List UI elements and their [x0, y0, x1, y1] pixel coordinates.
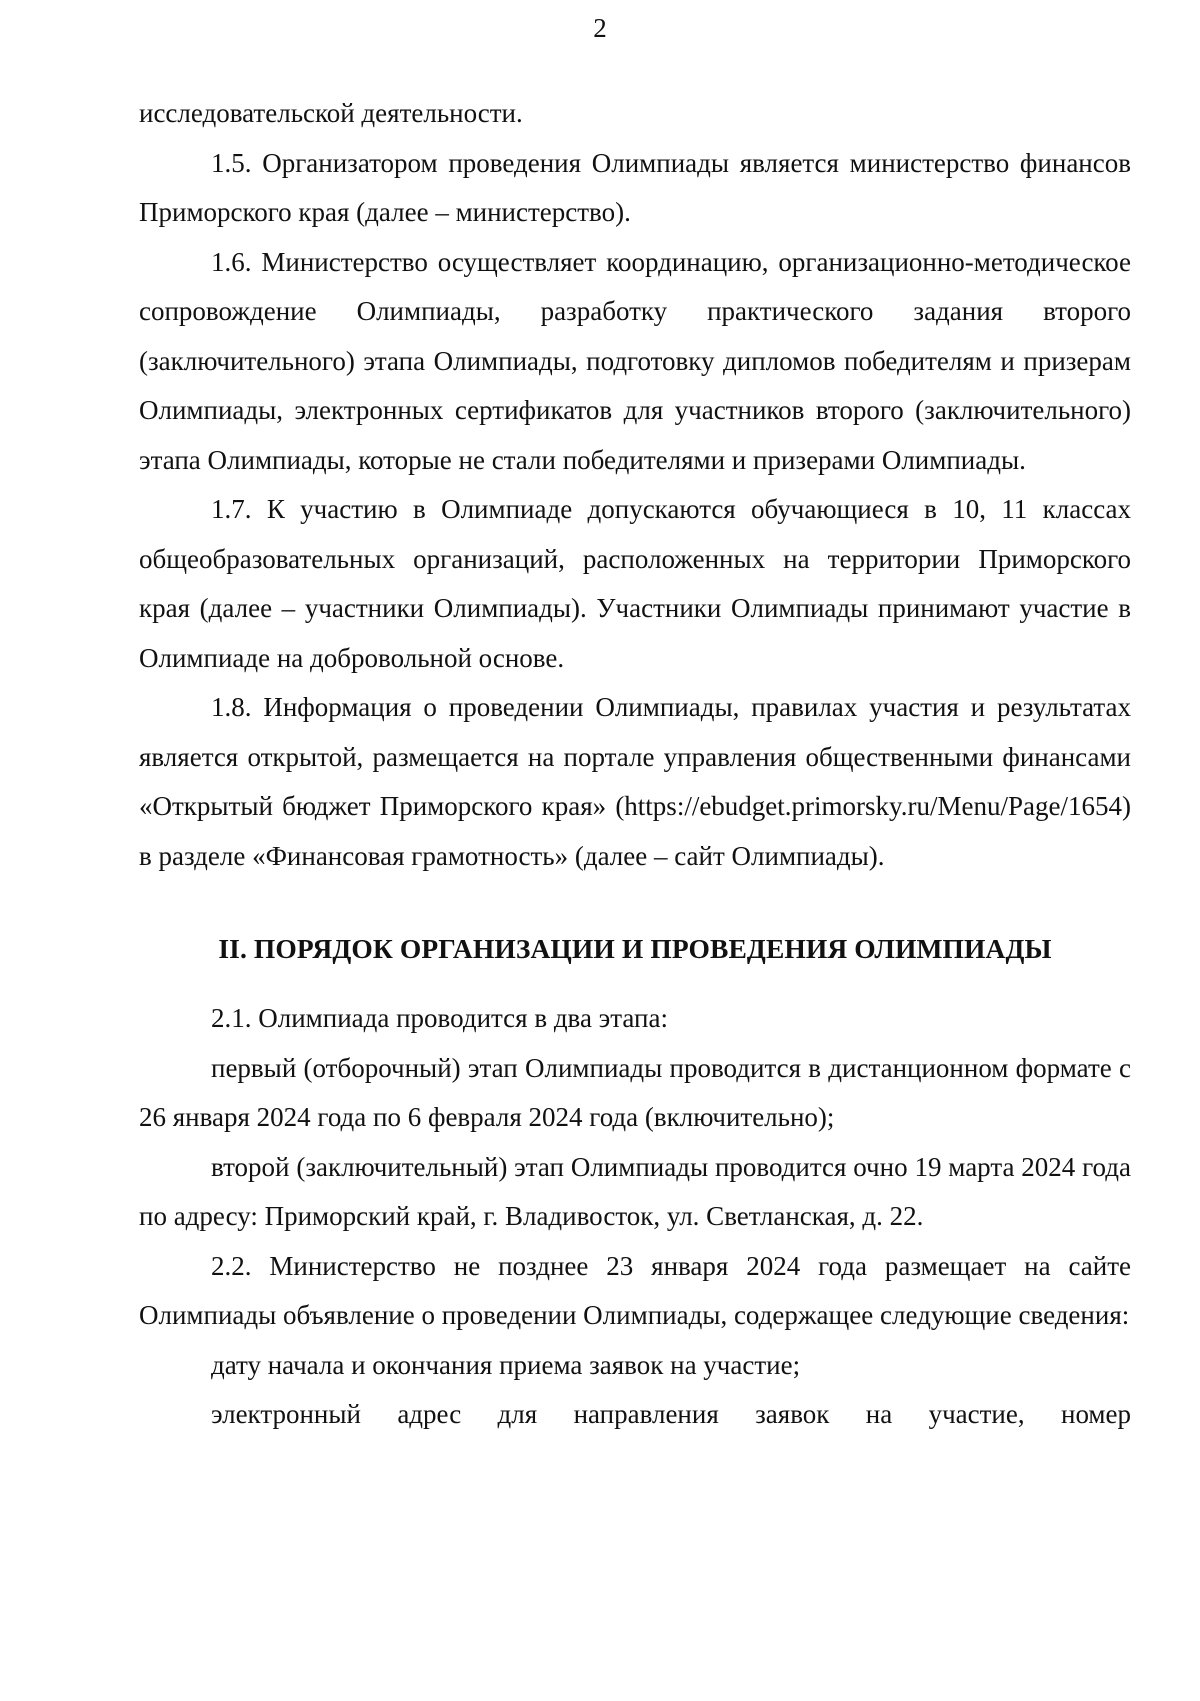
paragraph-1-7: 1.7. К участию в Олимпиаде допускаются обучающиеся в 10, 11 классах общеобразовательных организаций, расположенных на территории Приморского края (далее – участники Олимпиады). Участники Олимпиады принимают участие в Олимпиаде на добровольной основе.	[139, 494, 1131, 673]
paragraph-continuation: исследовательской деятельности.	[139, 98, 523, 128]
paragraph-1-8: 1.8. Информация о проведении Олимпиады, правилах участия и результатах является открытой, размещается на портале управления общественными финансами «Открытый бюджет Приморского края» (https://ebudget.primorsky.ru/Menu/Page/1654) в разделе «Финансовая грамотность» (далее – сайт Олимпиады).	[139, 692, 1131, 871]
paragraph-2-2-email: электронный адрес для направления заявок на участие, номер	[211, 1399, 1131, 1429]
paragraph-1-5: 1.5. Организатором проведения Олимпиады является министерство финансов Приморского края (далее – министерство).	[139, 147, 1131, 227]
paragraph-2-1: 2.1. Олимпиада проводится в два этапа:	[211, 1003, 668, 1033]
document-body	[139, 89, 1131, 1440]
paragraph-2-2-dates: дату начала и окончания приема заявок на участие;	[211, 1349, 801, 1380]
paragraph-1-6: 1.6. Министерство осуществляет координацию, организационно-методическое сопровождение Олимпиады, разработку практического задания второго (заключительного) этапа Олимпиады, подготовку дипломов победителям и призерам Олимпиады, электронных сертификатов для участников второго (заключительного) этапа Олимпиады, которые не стали победителями и призерами Олимпиады.	[139, 246, 1131, 475]
paragraph-2-1-second-stage: второй (заключительный) этап Олимпиады проводится очно 19 марта 2024 года по адресу: Приморский край, г. Владивосток, ул. Светланская, д. 22.	[139, 1151, 1131, 1231]
paragraph-2-1-first-stage: первый (отборочный) этап Олимпиады проводится в дистанционном формате с 26 января 2024 года по 6 февраля 2024 года (включительно);	[139, 1052, 1131, 1132]
paragraph-2-2: 2.2. Министерство не позднее 23 января 2024 года размещает на сайте Олимпиады объявление о проведении Олимпиады, содержащее следующие сведения:	[139, 1250, 1131, 1330]
page-number: 2	[593, 13, 607, 43]
section-heading: II. ПОРЯДОК ОРГАНИЗАЦИИ И ПРОВЕДЕНИЯ ОЛИМПИАДЫ	[218, 933, 1052, 964]
